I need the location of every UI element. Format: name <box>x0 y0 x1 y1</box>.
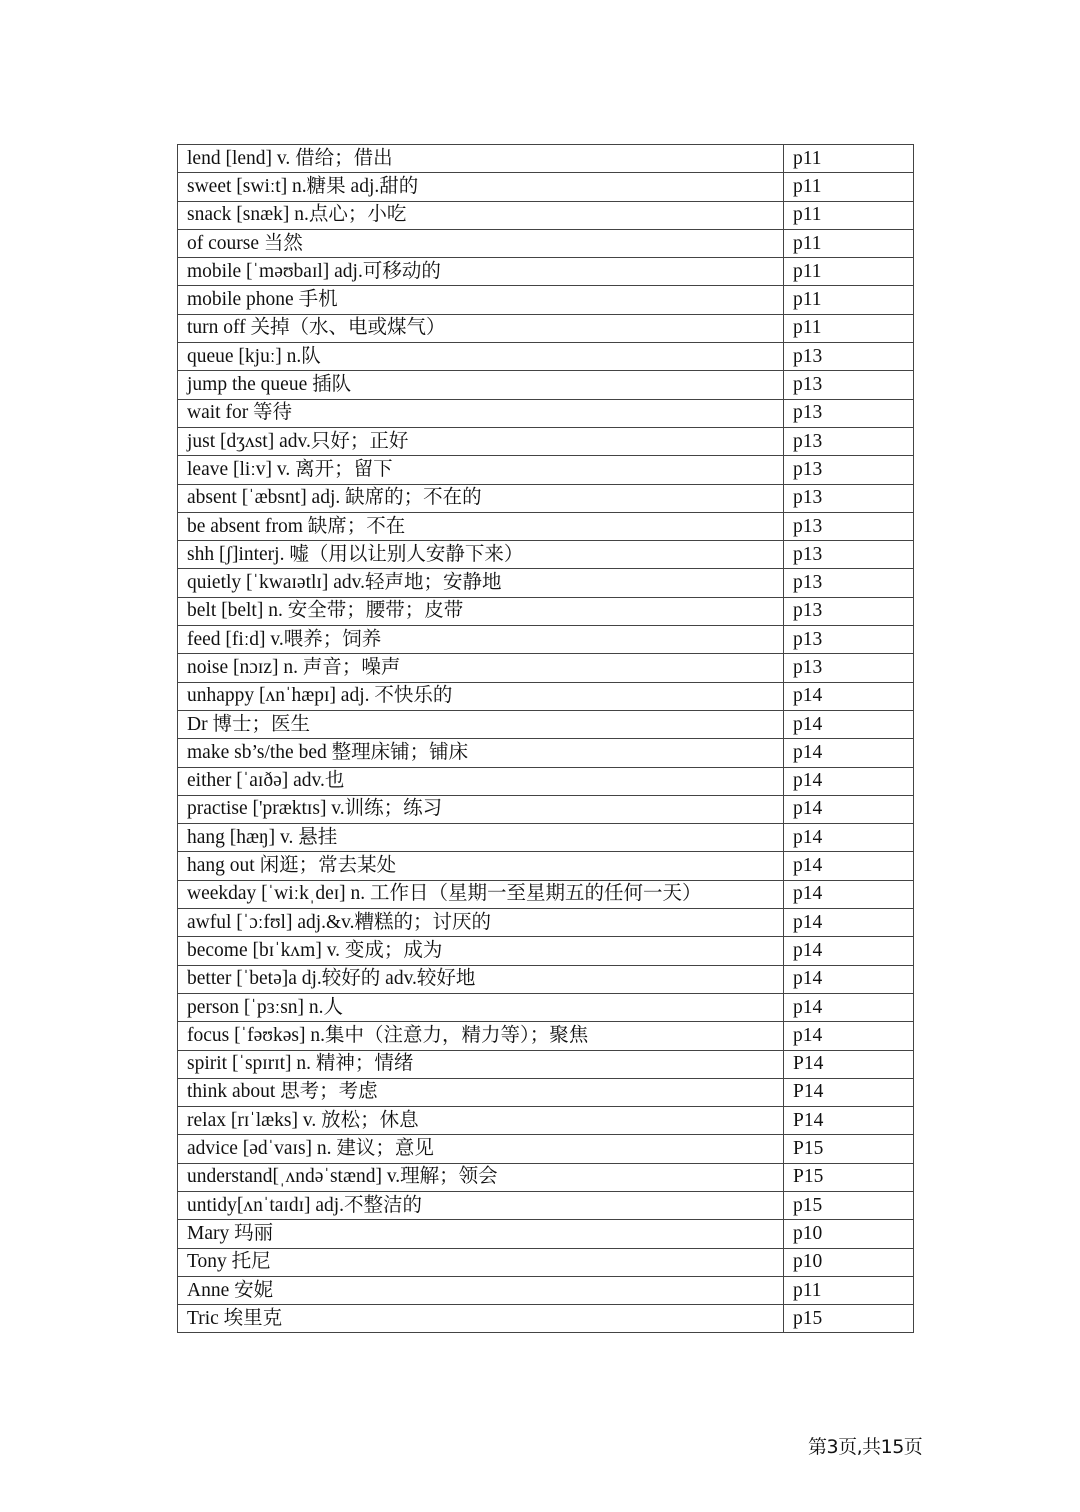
vocab-page-ref: P15 <box>784 1135 914 1163</box>
vocab-page-ref: p11 <box>784 201 914 229</box>
vocab-term: person [ˈpɜːsn] n.人 <box>178 993 784 1021</box>
vocab-term: either [ˈaɪðə] adv.也 <box>178 767 784 795</box>
vocab-term: feed [fiːd] v.喂养；饲养 <box>178 626 784 654</box>
vocabulary-table-body <box>178 145 914 1333</box>
vocab-term: spirit [ˈspɪrɪt] n. 精神；情绪 <box>178 1050 784 1078</box>
vocab-page-ref: p11 <box>784 314 914 342</box>
vocab-row <box>178 343 914 371</box>
vocab-term: better [ˈbetə]a dj.较好的 adv.较好地 <box>178 965 784 993</box>
vocab-row <box>178 626 914 654</box>
vocab-row <box>178 1163 914 1191</box>
vocab-page-ref: p10 <box>784 1220 914 1248</box>
vocab-row <box>178 795 914 823</box>
vocab-row <box>178 427 914 455</box>
vocab-term: mobile [ˈməʊbaɪl] adj.可移动的 <box>178 258 784 286</box>
vocab-page-ref: p13 <box>784 569 914 597</box>
vocab-term: Mary 玛丽 <box>178 1220 784 1248</box>
vocab-term: shh [ʃ]interj. 嘘（用以让别人安静下来） <box>178 541 784 569</box>
vocab-page-ref: p14 <box>784 767 914 795</box>
vocab-term: understand[ˌʌndəˈstænd] v.理解；领会 <box>178 1163 784 1191</box>
vocab-page-ref: p13 <box>784 427 914 455</box>
vocab-term: focus [ˈfəʊkəs] n.集中（注意力，精力等）；聚焦 <box>178 1022 784 1050</box>
vocab-page-ref: p13 <box>784 484 914 512</box>
vocab-row <box>178 399 914 427</box>
vocab-page-ref: p13 <box>784 597 914 625</box>
vocab-page-ref: p13 <box>784 654 914 682</box>
vocab-page-ref: P14 <box>784 1078 914 1106</box>
vocab-row <box>178 909 914 937</box>
vocab-row <box>178 1191 914 1219</box>
vocab-row <box>178 1276 914 1304</box>
vocab-row <box>178 824 914 852</box>
vocab-row <box>178 767 914 795</box>
vocab-term: advice [ədˈvaɪs] n. 建议；意见 <box>178 1135 784 1163</box>
vocab-row <box>178 1135 914 1163</box>
vocab-page-ref: p14 <box>784 909 914 937</box>
vocab-page-ref: p11 <box>784 1276 914 1304</box>
vocab-row <box>178 258 914 286</box>
vocab-page-ref: p15 <box>784 1191 914 1219</box>
vocab-row <box>178 512 914 540</box>
vocab-term: jump the queue 插队 <box>178 371 784 399</box>
vocab-row <box>178 456 914 484</box>
vocab-term: Tony 托尼 <box>178 1248 784 1276</box>
vocab-page-ref: p11 <box>784 145 914 173</box>
vocab-row <box>178 597 914 625</box>
vocab-term: hang out 闲逛；常去某处 <box>178 852 784 880</box>
vocab-row <box>178 654 914 682</box>
vocab-term: be absent from 缺席；不在 <box>178 512 784 540</box>
vocab-row <box>178 145 914 173</box>
vocab-page-ref: p13 <box>784 343 914 371</box>
page-number-footer: 第3页,共15页 <box>808 1436 923 1458</box>
vocab-row <box>178 937 914 965</box>
vocab-term: belt [belt] n. 安全带；腰带；皮带 <box>178 597 784 625</box>
vocab-row <box>178 569 914 597</box>
vocab-page-ref: p13 <box>784 456 914 484</box>
vocab-term: Tric 埃里克 <box>178 1305 784 1333</box>
vocab-term: think about 思考；考虑 <box>178 1078 784 1106</box>
vocab-term: turn off 关掉（水、电或煤气） <box>178 314 784 342</box>
vocab-row <box>178 739 914 767</box>
vocab-page-ref: p14 <box>784 710 914 738</box>
vocab-page-ref: p14 <box>784 993 914 1021</box>
vocab-page-ref: p14 <box>784 682 914 710</box>
vocab-row <box>178 286 914 314</box>
vocab-page-ref: P15 <box>784 1163 914 1191</box>
vocab-term: Anne 安妮 <box>178 1276 784 1304</box>
vocab-page-ref: p14 <box>784 937 914 965</box>
vocab-row <box>178 1078 914 1106</box>
vocab-row <box>178 371 914 399</box>
vocab-page-ref: p10 <box>784 1248 914 1276</box>
vocab-page-ref: p11 <box>784 229 914 257</box>
vocab-page-ref: p14 <box>784 824 914 852</box>
vocab-term: hang [hæŋ] v. 悬挂 <box>178 824 784 852</box>
vocab-term: mobile phone 手机 <box>178 286 784 314</box>
vocab-row <box>178 880 914 908</box>
vocab-term: of course 当然 <box>178 229 784 257</box>
vocab-page-ref: p14 <box>784 965 914 993</box>
vocab-term: Dr 博士；医生 <box>178 710 784 738</box>
vocab-row <box>178 484 914 512</box>
vocab-term: queue [kjuː] n.队 <box>178 343 784 371</box>
vocab-row <box>178 173 914 201</box>
vocab-page-ref: p13 <box>784 399 914 427</box>
vocab-page-ref: p14 <box>784 739 914 767</box>
vocab-page-ref: p13 <box>784 512 914 540</box>
vocab-row <box>178 1220 914 1248</box>
vocabulary-table <box>177 144 914 1333</box>
vocab-row <box>178 1107 914 1135</box>
vocab-term: snack [snæk] n.点心；小吃 <box>178 201 784 229</box>
vocab-term: unhappy [ʌnˈhæpɪ] adj. 不快乐的 <box>178 682 784 710</box>
vocab-row <box>178 314 914 342</box>
vocab-row <box>178 710 914 738</box>
vocab-term: noise [nɔɪz] n. 声音；噪声 <box>178 654 784 682</box>
vocab-term: sweet [swiːt] n.糖果 adj.甜的 <box>178 173 784 201</box>
vocab-row <box>178 201 914 229</box>
vocab-term: become [bɪˈkʌm] v. 变成；成为 <box>178 937 784 965</box>
vocab-page-ref: P14 <box>784 1107 914 1135</box>
vocab-term: absent [ˈæbsnt] adj. 缺席的；不在的 <box>178 484 784 512</box>
vocab-term: lend [lend] v. 借给；借出 <box>178 145 784 173</box>
vocab-page-ref: p14 <box>784 795 914 823</box>
vocab-page-ref: p11 <box>784 173 914 201</box>
vocab-row <box>178 1248 914 1276</box>
vocab-page-ref: p15 <box>784 1305 914 1333</box>
vocab-term: wait for 等待 <box>178 399 784 427</box>
vocab-term: practise ['præktɪs] v.训练；练习 <box>178 795 784 823</box>
vocab-row <box>178 229 914 257</box>
vocab-term: relax [rɪˈlæks] v. 放松；休息 <box>178 1107 784 1135</box>
vocab-page-ref: p14 <box>784 1022 914 1050</box>
vocab-term: untidy[ʌnˈtaɪdɪ] adj.不整洁的 <box>178 1191 784 1219</box>
vocab-page-ref: P14 <box>784 1050 914 1078</box>
vocab-page-ref: p14 <box>784 852 914 880</box>
vocab-term: just [dʒʌst] adv.只好；正好 <box>178 427 784 455</box>
vocab-row <box>178 965 914 993</box>
vocab-row <box>178 541 914 569</box>
vocab-row <box>178 993 914 1021</box>
vocab-row <box>178 1050 914 1078</box>
vocab-row <box>178 852 914 880</box>
vocab-page-ref: p11 <box>784 258 914 286</box>
vocab-page-ref: p14 <box>784 880 914 908</box>
vocab-page-ref: p11 <box>784 286 914 314</box>
vocab-term: quietly [ˈkwaɪətlɪ] adv.轻声地；安静地 <box>178 569 784 597</box>
vocab-row <box>178 1022 914 1050</box>
vocab-page-ref: p13 <box>784 371 914 399</box>
vocab-page-ref: p13 <box>784 541 914 569</box>
vocab-row <box>178 682 914 710</box>
vocab-row <box>178 1305 914 1333</box>
vocab-term: weekday [ˈwiːkˌdeɪ] n. 工作日（星期一至星期五的任何一天） <box>178 880 784 908</box>
vocab-term: awful [ˈɔːfʊl] adj.&v.糟糕的；讨厌的 <box>178 909 784 937</box>
vocab-term: leave [liːv] v. 离开；留下 <box>178 456 784 484</box>
vocab-term: make sb’s/the bed 整理床铺；铺床 <box>178 739 784 767</box>
vocab-page-ref: p13 <box>784 626 914 654</box>
